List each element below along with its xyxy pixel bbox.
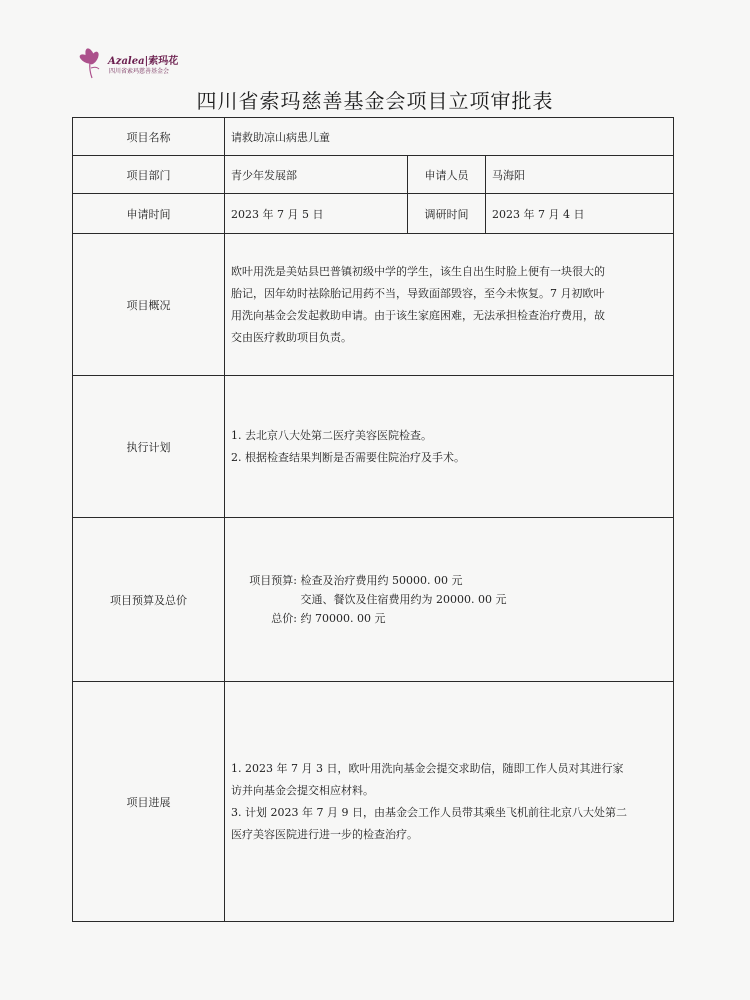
overview-label: 项目概况	[73, 234, 225, 376]
progress-line: 3. 计划 2023 年 7 月 9 日，由基金会工作人员带其乘坐飞机前往北京八大处第二	[231, 805, 627, 819]
project-name-value: 请救助凉山病患儿童	[225, 118, 674, 156]
budget-text	[225, 518, 674, 682]
department-value: 青少年发展部	[225, 156, 408, 194]
logo-subtitle: 四川省索玛慈善基金会	[109, 68, 170, 75]
applicant-value: 马海阳	[486, 156, 674, 194]
budget-item-2: 交通、餐饮及住宿费用约为 20000. 00 元	[300, 593, 507, 606]
row-budget	[73, 518, 674, 682]
budget-key: 项目预算:	[249, 574, 297, 587]
progress-text	[225, 682, 674, 922]
row-department	[73, 156, 674, 194]
azalea-flower-icon	[72, 44, 108, 80]
overview-line: 交由医疗救助项目负责。	[231, 330, 352, 344]
plan-line: 1. 去北京八大处第二医疗美容医院检查。	[231, 428, 432, 442]
budget-item-1: 检查及治疗费用约 50000. 00 元	[300, 574, 463, 587]
foundation-logo	[72, 44, 212, 84]
overview-line: 用洗向基金会发起救助申请。由于该生家庭困难，无法承担检查治疗费用，故	[231, 308, 605, 322]
department-label: 项目部门	[73, 156, 225, 194]
apply-time-value: 2023 年 7 月 5 日	[225, 194, 408, 234]
row-progress	[73, 682, 674, 922]
approval-form-table	[72, 117, 674, 922]
research-time-label: 调研时间	[408, 194, 486, 234]
logo-brand-en: Azalea	[108, 56, 145, 67]
row-dates	[73, 194, 674, 234]
overview-line: 胎记，因年幼时祛除胎记用药不当，导致面部毁容，至今未恢复。7 月初欧叶	[231, 286, 605, 300]
research-time-value: 2023 年 7 月 4 日	[486, 194, 674, 234]
plan-label: 执行计划	[73, 376, 225, 518]
plan-line: 2. 根据检查结果判断是否需要住院治疗及手术。	[231, 450, 465, 464]
project-name-label: 项目名称	[73, 118, 225, 156]
row-project-name	[73, 118, 674, 156]
apply-time-label: 申请时间	[73, 194, 225, 234]
overview-line: 欧叶用洗是美姑县巴普镇初级中学的学生，该生自出生时脸上便有一块很大的	[231, 264, 605, 278]
total-key: 总价:	[271, 612, 297, 625]
progress-line: 访并向基金会提交相应材料。	[231, 783, 374, 797]
total-value: 约 70000. 00 元	[300, 612, 386, 625]
progress-line: 1. 2023 年 7 月 3 日，欧叶用洗向基金会提交求助信，随即工作人员对其进行家	[231, 761, 624, 775]
plan-text	[225, 376, 674, 518]
progress-line: 医疗美容医院进行进一步的检查治疗。	[231, 827, 418, 841]
budget-total-line	[231, 609, 665, 628]
applicant-label: 申请人员	[408, 156, 486, 194]
budget-line-2	[231, 590, 665, 609]
page-title: 四川省索玛慈善基金会项目立项审批表	[196, 89, 554, 113]
overview-text	[225, 234, 674, 376]
budget-label: 项目预算及总价	[73, 518, 225, 682]
progress-label: 项目进展	[73, 682, 225, 922]
row-overview	[73, 234, 674, 376]
logo-brand: Azalea|索玛花	[108, 56, 179, 67]
logo-brand-cn: 索玛花	[148, 56, 179, 67]
row-plan	[73, 376, 674, 518]
budget-line-1	[231, 571, 665, 590]
